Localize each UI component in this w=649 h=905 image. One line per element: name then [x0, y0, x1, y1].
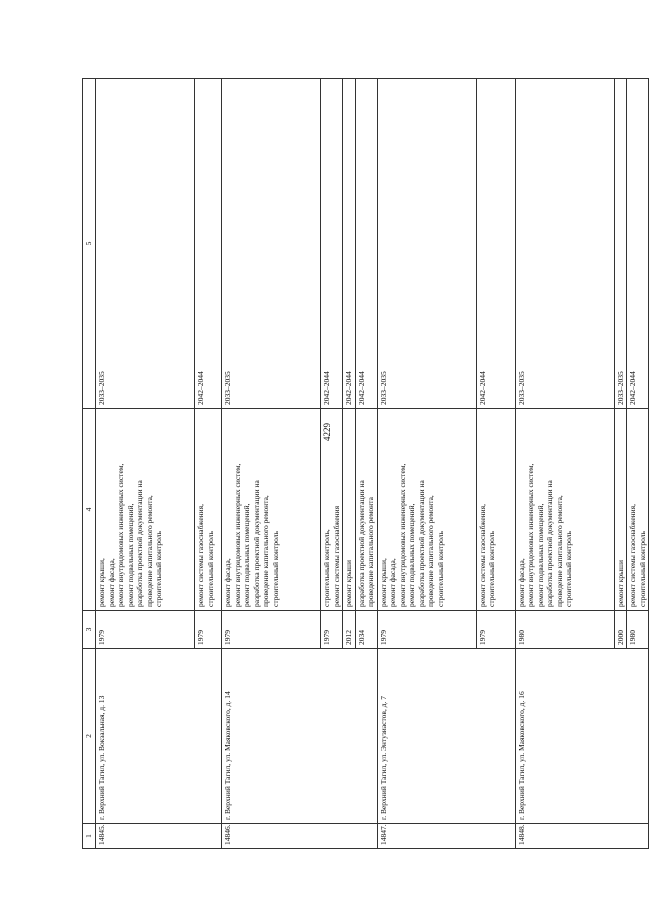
work-item: проведение капитального ремонта [366, 497, 375, 607]
year-cell: 1979 [195, 611, 222, 649]
work-item: разработка проектной документации на [135, 480, 144, 607]
year-cell: 1979 [222, 611, 321, 649]
work-item: ремонт крыши [615, 560, 625, 607]
period-cell: 2033–2035 [377, 79, 476, 409]
works-cell [195, 409, 222, 611]
table-row [515, 79, 614, 849]
repair-schedule-table [82, 78, 649, 849]
work-item: строительный контроль [435, 531, 445, 607]
work-item: строительный контроль [154, 531, 163, 607]
work-item: ремонт системы газоснабжения, [628, 503, 637, 607]
column-header-1: 1 [83, 824, 96, 849]
works-cell [476, 409, 515, 611]
table-row [377, 79, 476, 849]
header-row [83, 79, 96, 849]
row-number: 14846. [222, 824, 378, 849]
address-cell: г. Верхний Тагил, ул. Вокзальная, д. 13 [96, 649, 222, 824]
works-cell [627, 409, 649, 611]
work-item: ремонт крыши [344, 560, 353, 607]
works-cell [377, 409, 476, 611]
work-item: ремонт крыши, [97, 558, 106, 607]
period-cell: 2033–2035 [515, 79, 614, 409]
period-cell: 2033–2035 [614, 79, 627, 409]
period-cell: 2033–2035 [222, 79, 321, 409]
work-item: ремонт системы газоснабжения, [196, 503, 205, 607]
work-item: ремонт фасада, [106, 558, 116, 607]
works-cell [515, 409, 614, 611]
column-header-3: 3 [83, 611, 96, 649]
column-header-2: 2 [83, 649, 96, 824]
work-item: строительный контроль [637, 531, 647, 607]
work-item: ремонт внутридомовых инженерных систем, [397, 463, 407, 607]
works-cell [321, 409, 343, 611]
work-item: строительный контроль [487, 531, 496, 607]
work-item: разработка проектной документации на [251, 480, 261, 607]
row-number: 14848. [515, 824, 649, 849]
works-cell [96, 409, 195, 611]
works-cell [355, 409, 377, 611]
work-item: ремонт подвальных помещений, [407, 503, 416, 607]
period-cell: 2042–2044 [321, 79, 343, 409]
work-item: строительный контроль [205, 531, 215, 607]
rotated-page [82, 79, 647, 849]
table-body [96, 79, 649, 849]
period-cell: 2042–2044 [355, 79, 377, 409]
work-item: ремонт системы газоснабжения, [477, 503, 487, 607]
year-cell: 1980 [515, 611, 614, 649]
work-item: проведение капитального ремонта, [426, 495, 435, 607]
work-item: ремонт внутридомовых инженерных систем, [116, 463, 125, 607]
works-cell [222, 409, 321, 611]
table-row [222, 79, 321, 849]
page-number: 4229 [322, 423, 332, 441]
year-cell: 1979 [96, 611, 195, 649]
work-item: строительный контроль [270, 531, 280, 607]
work-item: ремонт подвальных помещений, [242, 503, 251, 607]
work-item: разработка проектной документации на [416, 480, 426, 607]
column-header-5: 5 [83, 79, 96, 409]
work-item: ремонт крыши, [378, 558, 388, 607]
year-cell: 2034 [355, 611, 377, 649]
work-item: ремонт фасада, [388, 558, 397, 607]
year-cell: 1979 [321, 611, 343, 649]
work-item: ремонт фасада, [516, 558, 526, 607]
works-cell [614, 409, 627, 611]
period-cell: 2042–2044 [343, 79, 356, 409]
work-item: ремонт внутридомовых инженерных систем, [526, 463, 535, 607]
work-item: ремонт системы газоснабжения [331, 505, 341, 607]
period-cell: 2042–2044 [627, 79, 649, 409]
row-number: 14845. [96, 824, 222, 849]
table-row [96, 79, 195, 849]
period-cell: 2033–2035 [96, 79, 195, 409]
work-item: строительный контроль, [322, 529, 331, 607]
address-cell: г. Верхний Тагил, ул. Маяковского, д. 14 [222, 649, 378, 824]
work-item: ремонт внутридомовых инженерных систем, [232, 463, 242, 607]
work-item: проведение капитального ремонта, [144, 495, 154, 607]
column-header-4: 4 [83, 409, 96, 611]
year-cell: 2000 [614, 611, 627, 649]
work-item: строительный контроль [564, 531, 573, 607]
work-item: проведение капитального ремонта, [554, 495, 564, 607]
address-cell: г. Верхний Тагил, ул. Маяковского, д. 16 [515, 649, 649, 824]
year-cell: 1979 [476, 611, 515, 649]
works-cell [343, 409, 356, 611]
work-item: проведение капитального ремонта, [261, 495, 270, 607]
year-cell: 2012 [343, 611, 356, 649]
period-cell: 2042–2044 [476, 79, 515, 409]
work-item: ремонт подвальных помещений, [125, 503, 135, 607]
work-item: ремонт фасада, [223, 558, 232, 607]
row-number: 14847. [377, 824, 515, 849]
year-cell: 1980 [627, 611, 649, 649]
year-cell: 1979 [377, 611, 476, 649]
period-cell: 2042–2044 [195, 79, 222, 409]
address-cell: г. Верхний Тагил, ул. Энтузиастов, д. 7 [377, 649, 515, 824]
work-item: разработка проектной документации на [545, 480, 554, 607]
work-item: ремонт подвальных помещений, [535, 503, 545, 607]
work-item: разработка проектной документации на [356, 480, 366, 607]
